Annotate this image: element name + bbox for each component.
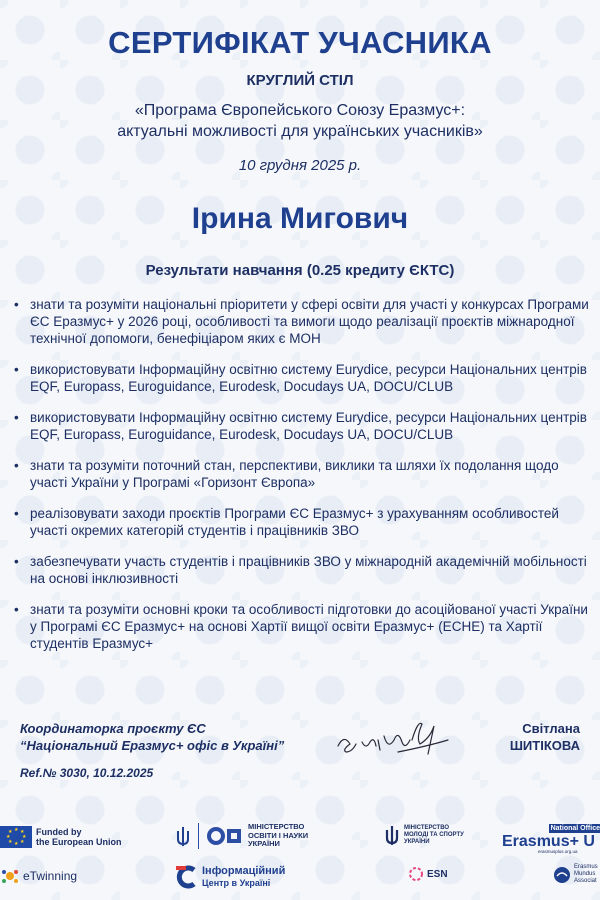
outcome-item: • знати та розуміти основні кроки та особливості підготовки до асоційованої участі України у Програмі ЄС Еразмус+ на основі Хартії вищої освіти Еразмус+ (ECHE) та Хартії студентів Еразмус+ <box>14 601 594 652</box>
reference-number: Ref.№ 3030, 10.12.2025 <box>20 766 154 780</box>
trident-icon <box>384 824 400 846</box>
ministry-education-text <box>248 823 308 849</box>
signatory-role <box>20 720 320 754</box>
event-name-line: актуальні можливості для українських учасників» <box>117 123 483 140</box>
signature-image <box>328 712 453 762</box>
outcome-item: • використовувати Інформаційну освітню систему Eurydice, ресурси Національних центрів EQF, Europass, Euroguidance, Eurodesk, Docudays UA, DOCU/CLUB <box>14 409 594 443</box>
erasmus-plus-wordmark: Erasmus+ U <box>502 833 595 850</box>
info-centre-logo <box>176 864 285 890</box>
trident-icon <box>176 825 190 847</box>
divider <box>198 823 199 849</box>
event-name-line: «Програма Європейського Союзу Еразмус+: <box>134 102 466 119</box>
outcome-item: • використовувати Інформаційну освітню систему Eurydice, ресурси Національних центрів EQF, Europass, Euroguidance, Eurodesk, Docudays UA, DOCU/CLUB <box>14 361 594 395</box>
event-type: КРУГЛИЙ СТІЛ <box>246 72 354 89</box>
certificate-title: СЕРТИФІКАТ УЧАСНИКА <box>108 25 492 60</box>
esn-star-icon <box>408 866 424 882</box>
etwinning-logo <box>0 866 77 886</box>
ministry-education-logo <box>176 823 308 849</box>
ministry-mark-icon <box>207 825 243 847</box>
ministry-line: УКРАЇНИ <box>404 838 430 845</box>
outcome-item: • знати та розуміти поточний стан, перспективи, виклики та шляхи їх подолання щодо участі України у Програмі «Горизонт Європа» <box>14 457 594 491</box>
erasmus-mundus-text <box>574 864 598 885</box>
outcome-item: • знати та розуміти національні пріоритети у сфері освіти для участі у конкурсах Програми ЄС Еразмус+ у 2026 році, особливості та вимоги щодо реалізації проєктів міжнародної технічної допомоги, бенефіціаром яких є МОН <box>14 296 594 347</box>
outcome-item: • реалізовувати заходи проєктів Програми ЄС Еразмус+ з урахуванням особливостей участі окремих категорій студентів і працівників ЗВО <box>14 505 594 539</box>
erasmus-url: erasmusplus.org.ua <box>538 849 578 854</box>
esn-text: ESN <box>427 868 448 880</box>
outcome-item: • забезпечувати участь студентів і працівників ЗВО у міжнародній академічній мобільності на основі інклюзивності <box>14 553 594 587</box>
esn-logo <box>408 866 448 882</box>
eu-funded-logo <box>0 826 126 848</box>
erasmus-mundus-logo <box>553 864 598 885</box>
erasmus-mundus-line: Mundus <box>574 871 596 877</box>
ministry-line: МОЛОДІ ТА СПОРТУ <box>404 831 464 838</box>
ministry-line: ОСВІТИ І НАУКИ <box>248 830 309 840</box>
ministry-youth-text <box>404 825 464 846</box>
event-name <box>60 100 540 142</box>
info-centre-line: Центр в Україні <box>202 878 271 888</box>
eu-funded-line: Funded by <box>36 827 82 837</box>
signatory-last-name: ШИТІКОВА <box>509 738 580 753</box>
erasmus-plus-logo <box>502 824 600 852</box>
eu-flag-icon: ★ ★ ★ ★ ★ ★ ★ ★ <box>0 826 32 848</box>
eu-funded-text <box>36 827 126 847</box>
erasmus-mundus-line: Associat <box>574 878 597 884</box>
ministry-youth-logo <box>384 824 464 846</box>
signatory-name <box>470 720 580 754</box>
ministry-line: МІНІСТЕРСТВО <box>404 824 450 831</box>
ministry-line: МІНІСТЕРСТВО <box>248 822 305 832</box>
event-date: 10 грудня 2025 р. <box>238 157 362 174</box>
eu-funded-line: the European Union <box>36 837 122 847</box>
signatory-first-name: Світлана <box>522 721 580 736</box>
erasmus-mundus-icon <box>553 866 571 884</box>
ministry-line: УКРАЇНИ <box>248 839 280 849</box>
etwinning-star-icon <box>0 866 20 886</box>
info-centre-text <box>202 865 285 889</box>
info-centre-icon <box>176 864 198 890</box>
etwinning-text: eTwinning <box>23 869 78 883</box>
signatory-role-line: “Національний Еразмус+ офіс в Україні” <box>20 738 285 753</box>
participant-name: Ірина Мигович <box>191 202 409 235</box>
info-centre-line: Інформаційний <box>202 865 286 877</box>
outcomes-title: Результати навчання (0.25 кредиту ЄКТС) <box>145 262 455 279</box>
outcomes-list <box>14 296 594 666</box>
national-office-label: National Office <box>550 825 600 832</box>
signatory-role-line: Координаторка проєкту ЄС <box>20 721 206 736</box>
erasmus-mundus-line: Erasmus <box>574 864 598 870</box>
